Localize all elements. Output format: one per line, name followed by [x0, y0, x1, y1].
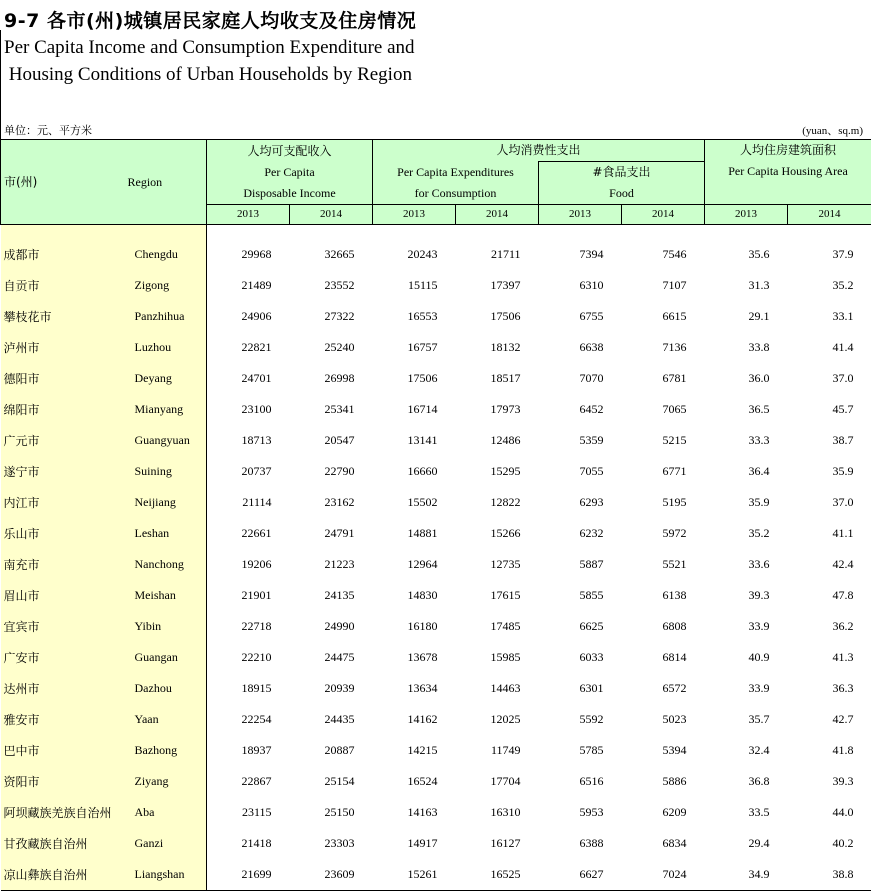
value-cell: 16553: [407, 309, 438, 323]
table-row: [1, 797, 871, 828]
table-row: [1, 704, 871, 735]
value-cell: 29.1: [748, 309, 770, 323]
value-cell: 18915: [241, 681, 272, 695]
value-cell: 21114: [242, 495, 272, 509]
value-cell: 7055: [579, 464, 604, 478]
value-cell: 31.3: [748, 278, 770, 292]
header-income: [207, 140, 373, 205]
table-row: [1, 425, 871, 456]
value-cell: 15295: [490, 464, 521, 478]
city-name-cn: 攀枝花市: [1, 301, 125, 332]
value-cell: 5394: [662, 743, 687, 757]
value-cell: 36.5: [748, 402, 770, 416]
value-cell: 22718: [241, 619, 272, 633]
value-cell: 21901: [241, 588, 272, 602]
value-cell: 12964: [407, 557, 438, 571]
value-cell: 14163: [407, 805, 438, 819]
region-name-en: Liangshan: [125, 859, 207, 891]
value-cell: 33.3: [748, 433, 770, 447]
value-cell: 21489: [241, 278, 272, 292]
value-cell: 16310: [490, 805, 521, 819]
region-name-en: Ganzi: [125, 828, 207, 859]
value-cell: 18937: [241, 743, 272, 757]
region-name-en: Suining: [125, 456, 207, 487]
value-cell: 16757: [407, 340, 438, 354]
value-cell: 6033: [579, 650, 604, 664]
value-cell: 13634: [407, 681, 438, 695]
city-name-cn: 自贡市: [1, 270, 125, 301]
value-cell: 35.2: [748, 526, 770, 540]
region-name-en: Aba: [125, 797, 207, 828]
value-cell: 11749: [490, 743, 521, 757]
table-row: [1, 828, 871, 859]
table-row: [1, 859, 871, 891]
city-name-cn: 宜宾市: [1, 611, 125, 642]
value-cell: 27322: [324, 309, 355, 323]
value-cell: 16180: [407, 619, 438, 633]
value-cell: 7107: [662, 278, 687, 292]
value-cell: 18132: [490, 340, 521, 354]
value-cell: 35.9: [832, 464, 854, 478]
value-cell: 7065: [662, 402, 687, 416]
value-cell: 33.5: [748, 805, 770, 819]
value-cell: 6781: [662, 371, 687, 385]
value-cell: 16714: [407, 402, 438, 416]
value-cell: 23303: [324, 836, 355, 850]
value-cell: 40.9: [748, 650, 770, 664]
value-cell: 42.4: [832, 557, 854, 571]
header-consumption-en: [373, 162, 539, 205]
value-cell: 37.0: [832, 371, 854, 385]
value-cell: 36.3: [832, 681, 854, 695]
value-cell: 22790: [324, 464, 355, 478]
city-name-cn: 达州市: [1, 673, 125, 704]
value-cell: 20243: [407, 247, 438, 261]
year-header: 2013: [705, 205, 788, 225]
value-cell: 38.7: [832, 433, 854, 447]
value-cell: 22254: [241, 712, 272, 726]
value-cell: 6452: [579, 402, 604, 416]
region-name-en: Bazhong: [125, 735, 207, 766]
table-row: [1, 487, 871, 518]
city-name-cn: 绵阳市: [1, 394, 125, 425]
value-cell: 6572: [662, 681, 687, 695]
table-title-en-line1: Per Capita Income and Consumption Expenditure and: [4, 37, 415, 58]
value-cell: 14881: [407, 526, 438, 540]
value-cell: 17615: [490, 588, 521, 602]
value-cell: 7136: [662, 340, 687, 354]
value-cell: 29968: [241, 247, 272, 261]
value-cell: 21699: [207, 859, 290, 891]
value-cell: 5886: [662, 774, 687, 788]
value-cell: 7394: [579, 247, 604, 261]
table-row: [1, 456, 871, 487]
value-cell: 40.2: [832, 836, 854, 850]
header-housing: [705, 140, 871, 205]
table-row: [1, 735, 871, 766]
table-row: [1, 239, 871, 270]
value-cell: 14830: [407, 588, 438, 602]
value-cell: 16525: [456, 859, 539, 891]
region-name-en: Leshan: [125, 518, 207, 549]
value-cell: 22867: [241, 774, 272, 788]
value-cell: 19206: [241, 557, 272, 571]
table-title-en-line2: Housing Conditions of Urban Households by Region: [4, 64, 412, 85]
value-cell: 14215: [407, 743, 438, 757]
value-cell: 12486: [490, 433, 521, 447]
value-cell: 14917: [407, 836, 438, 850]
value-cell: 22210: [241, 650, 272, 664]
value-cell: 33.8: [748, 340, 770, 354]
value-cell: 7546: [662, 247, 687, 261]
value-cell: 23552: [324, 278, 355, 292]
value-cell: 24990: [324, 619, 355, 633]
value-cell: 12025: [490, 712, 521, 726]
value-cell: 6516: [579, 774, 604, 788]
value-cell: 22821: [241, 340, 272, 354]
value-cell: 33.1: [832, 309, 854, 323]
table-row: [1, 611, 871, 642]
value-cell: 41.4: [832, 340, 854, 354]
value-cell: 24475: [324, 650, 355, 664]
value-cell: 21711: [490, 247, 521, 261]
city-name-cn: 眉山市: [1, 580, 125, 611]
value-cell: 35.6: [748, 247, 770, 261]
value-cell: 39.3: [748, 588, 770, 602]
value-cell: 17506: [490, 309, 521, 323]
value-cell: 32665: [324, 247, 355, 261]
value-cell: 15502: [407, 495, 438, 509]
value-cell: 15266: [490, 526, 521, 540]
value-cell: 37.9: [832, 247, 854, 261]
value-cell: 6293: [579, 495, 604, 509]
value-cell: 29.4: [748, 836, 770, 850]
value-cell: 16524: [407, 774, 438, 788]
table-row: [1, 549, 871, 580]
header-income-cn: 人均可支配收入: [247, 143, 332, 158]
value-cell: 17485: [490, 619, 521, 633]
region-name-en: Chengdu: [125, 239, 207, 270]
value-cell: 5855: [579, 588, 604, 602]
header-food-cn: #食品支出: [592, 165, 651, 179]
value-cell: 15261: [373, 859, 456, 891]
header-region: Region: [125, 140, 207, 225]
table-body: [1, 225, 871, 891]
region-name-en: Luzhou: [125, 332, 207, 363]
region-name-en: Nanchong: [125, 549, 207, 580]
value-cell: 25150: [324, 805, 355, 819]
table-row: [1, 301, 871, 332]
value-cell: 23100: [241, 402, 272, 416]
value-cell: 17704: [490, 774, 521, 788]
value-cell: 6808: [662, 619, 687, 633]
table-row: [1, 394, 871, 425]
city-name-cn: 资阳市: [1, 766, 125, 797]
header-income-en2: Disposable Income: [243, 185, 336, 200]
value-cell: 5215: [662, 433, 687, 447]
year-header: 2014: [788, 205, 871, 225]
value-cell: 36.8: [748, 774, 770, 788]
value-cell: 6388: [579, 836, 604, 850]
value-cell: 23115: [241, 805, 272, 819]
value-cell: 6814: [662, 650, 687, 664]
header-food: [539, 162, 705, 205]
region-name-en: Zigong: [125, 270, 207, 301]
value-cell: 6771: [662, 464, 687, 478]
table-row: [1, 580, 871, 611]
value-cell: 5359: [579, 433, 604, 447]
value-cell: 18713: [241, 433, 272, 447]
region-name-en: Ziyang: [125, 766, 207, 797]
unit-label-en: (yuan、sq.m): [802, 125, 863, 137]
value-cell: 17506: [407, 371, 438, 385]
value-cell: 6834: [662, 836, 687, 850]
year-header: 2014: [456, 205, 539, 225]
city-name-cn: 雅安市: [1, 704, 125, 735]
value-cell: 6755: [579, 309, 604, 323]
value-cell: 25341: [324, 402, 355, 416]
value-cell: 17973: [490, 402, 521, 416]
value-cell: 16660: [407, 464, 438, 478]
city-name-cn: 泸州市: [1, 332, 125, 363]
value-cell: 5521: [662, 557, 687, 571]
region-name-en: Guangan: [125, 642, 207, 673]
region-name-en: Yaan: [125, 704, 207, 735]
value-cell: 15115: [407, 278, 438, 292]
value-cell: 13141: [407, 433, 438, 447]
value-cell: 6627: [539, 859, 622, 891]
region-name-en: Deyang: [125, 363, 207, 394]
value-cell: 12822: [490, 495, 521, 509]
value-cell: 36.0: [748, 371, 770, 385]
table-row: [1, 332, 871, 363]
value-cell: 41.1: [832, 526, 854, 540]
city-name-cn: 广元市: [1, 425, 125, 456]
value-cell: 17397: [490, 278, 521, 292]
value-cell: 5972: [662, 526, 687, 540]
city-name-cn: 广安市: [1, 642, 125, 673]
city-name-cn: 乐山市: [1, 518, 125, 549]
table-row: [1, 673, 871, 704]
value-cell: 35.7: [748, 712, 770, 726]
value-cell: 13678: [407, 650, 438, 664]
city-name-cn: 阿坝藏族羌族自治州: [1, 797, 125, 828]
header-income-en1: Per Capita: [264, 164, 315, 179]
value-cell: 16127: [490, 836, 521, 850]
value-cell: 6638: [579, 340, 604, 354]
value-cell: 34.9: [705, 859, 788, 891]
header-city: 市(州): [1, 140, 125, 225]
value-cell: 6138: [662, 588, 687, 602]
value-cell: 20737: [241, 464, 272, 478]
value-cell: 35.2: [832, 278, 854, 292]
value-cell: 14162: [407, 712, 438, 726]
value-cell: 24135: [324, 588, 355, 602]
city-name-cn: 遂宁市: [1, 456, 125, 487]
table-row: [1, 766, 871, 797]
value-cell: 7070: [579, 371, 604, 385]
year-header: 2014: [622, 205, 705, 225]
value-cell: 22661: [241, 526, 272, 540]
region-name-en: Meishan: [125, 580, 207, 611]
table-row: [1, 363, 871, 394]
year-header: 2013: [373, 205, 456, 225]
region-name-en: Yibin: [125, 611, 207, 642]
value-cell: 6301: [579, 681, 604, 695]
table-title-cn: 9-7 各市(州)城镇居民家庭人均收支及住房情况: [4, 10, 417, 32]
value-cell: 14463: [490, 681, 521, 695]
value-cell: 7024: [622, 859, 705, 891]
year-header: 2013: [207, 205, 290, 225]
value-cell: 15985: [490, 650, 521, 664]
value-cell: 45.7: [832, 402, 854, 416]
value-cell: 26998: [324, 371, 355, 385]
value-cell: 5023: [662, 712, 687, 726]
value-cell: 24791: [324, 526, 355, 540]
value-cell: 41.8: [832, 743, 854, 757]
header-housing-en: Per Capita Housing Area: [728, 164, 848, 178]
city-name-cn: 甘孜藏族自治州: [1, 828, 125, 859]
value-cell: 25154: [324, 774, 355, 788]
region-name-en: Panzhihua: [125, 301, 207, 332]
table-row: [1, 518, 871, 549]
city-name-cn: 巴中市: [1, 735, 125, 766]
city-name-cn: 凉山彝族自治州: [1, 859, 125, 891]
value-cell: 35.9: [748, 495, 770, 509]
value-cell: 18517: [490, 371, 521, 385]
value-cell: 25240: [324, 340, 355, 354]
value-cell: 20547: [324, 433, 355, 447]
header-consumption-en1: Per Capita Expenditures: [397, 164, 514, 179]
table-row: [1, 642, 871, 673]
header-consumption-cn: 人均消费性支出: [496, 143, 581, 157]
value-cell: 33.9: [748, 681, 770, 695]
header-consumption: [373, 140, 705, 162]
value-cell: 47.8: [832, 588, 854, 602]
value-cell: 33.6: [748, 557, 770, 571]
header-consumption-en2: for Consumption: [414, 185, 497, 200]
value-cell: 5887: [579, 557, 604, 571]
value-cell: 39.3: [832, 774, 854, 788]
value-cell: 5195: [662, 495, 687, 509]
value-cell: 41.3: [832, 650, 854, 664]
value-cell: 21223: [324, 557, 355, 571]
header-housing-cn: 人均住房建筑面积: [740, 143, 837, 157]
value-cell: 32.4: [748, 743, 770, 757]
value-cell: 44.0: [832, 805, 854, 819]
value-cell: 36.2: [832, 619, 854, 633]
value-cell: 5592: [579, 712, 604, 726]
city-name-cn: 成都市: [1, 239, 125, 270]
value-cell: 36.4: [748, 464, 770, 478]
header-food-en: Food: [609, 186, 634, 200]
data-table: [0, 139, 871, 891]
value-cell: 6615: [662, 309, 687, 323]
value-cell: 42.7: [832, 712, 854, 726]
value-cell: 6310: [579, 278, 604, 292]
value-cell: 37.0: [832, 495, 854, 509]
left-border: [0, 30, 1, 140]
unit-label-cn: 单位：元、平方米: [4, 124, 92, 137]
value-cell: 38.8: [788, 859, 871, 891]
city-name-cn: 南充市: [1, 549, 125, 580]
value-cell: 6209: [662, 805, 687, 819]
year-header: 2014: [290, 205, 373, 225]
value-cell: 33.9: [748, 619, 770, 633]
city-name-cn: 内江市: [1, 487, 125, 518]
region-name-en: Dazhou: [125, 673, 207, 704]
value-cell: 12735: [490, 557, 521, 571]
city-name-cn: 德阳市: [1, 363, 125, 394]
value-cell: 24435: [324, 712, 355, 726]
value-cell: 23162: [324, 495, 355, 509]
value-cell: 5953: [579, 805, 604, 819]
value-cell: 24906: [241, 309, 272, 323]
value-cell: 24701: [241, 371, 272, 385]
region-name-en: Guangyuan: [125, 425, 207, 456]
region-name-en: Mianyang: [125, 394, 207, 425]
year-header: 2013: [539, 205, 622, 225]
value-cell: 5785: [579, 743, 604, 757]
value-cell: 23609: [290, 859, 373, 891]
value-cell: 6625: [579, 619, 604, 633]
value-cell: 6232: [579, 526, 604, 540]
value-cell: 20939: [324, 681, 355, 695]
value-cell: 20887: [324, 743, 355, 757]
value-cell: 21418: [241, 836, 272, 850]
region-name-en: Neijiang: [125, 487, 207, 518]
table-row: [1, 270, 871, 301]
